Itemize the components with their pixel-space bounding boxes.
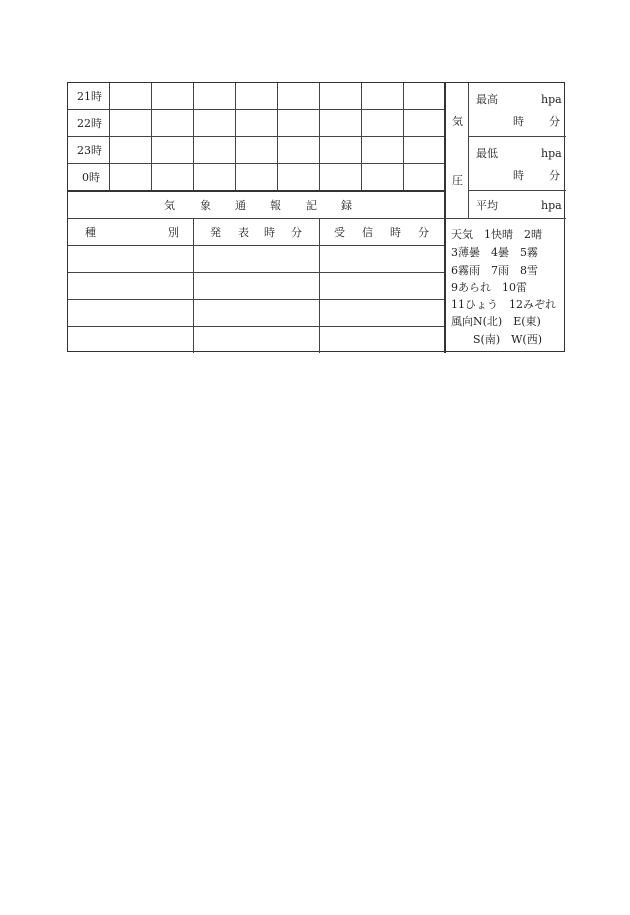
pressure-max-label: 最高 <box>476 93 498 106</box>
header-issued-3: 時 <box>264 226 275 239</box>
record-title-char: 録 <box>341 199 352 212</box>
record-title-char: 象 <box>200 199 211 212</box>
grid-hline-bold <box>68 190 445 192</box>
header-type-1: 種 <box>85 226 96 239</box>
grid-vline <box>193 218 194 353</box>
grid-hline <box>68 218 445 219</box>
pressure-side-bottom: 圧 <box>452 174 463 187</box>
grid-vline <box>361 83 362 191</box>
legend-line-wind: S(南) W(西) <box>473 333 543 346</box>
grid-hline <box>68 245 445 246</box>
grid-vline <box>319 218 320 353</box>
pressure-hline <box>445 218 566 219</box>
grid-vline <box>403 83 404 191</box>
record-title-char: 記 <box>306 199 317 212</box>
pressure-side-divider <box>468 83 469 218</box>
grid-vline <box>193 83 194 191</box>
legend-line-weather: 天気 1快晴 2晴 <box>451 228 542 241</box>
grid-hline <box>68 109 445 110</box>
hour-label-22: 22時 <box>77 117 102 130</box>
header-type-2: 別 <box>168 226 179 239</box>
header-issued-1: 発 <box>210 226 221 239</box>
grid-hline <box>68 299 445 300</box>
record-title-char: 気 <box>164 199 175 212</box>
pressure-min-unit: hpa <box>541 147 562 160</box>
weather-record-form <box>67 82 565 352</box>
pressure-max-hour: 時 <box>513 115 524 128</box>
pressure-hline <box>468 136 566 137</box>
pressure-hline <box>468 190 566 191</box>
pressure-avg-label: 平均 <box>476 199 498 212</box>
legend-line-wind: 風向N(北) E(東) <box>451 315 541 328</box>
pressure-max-unit: hpa <box>541 93 562 106</box>
pressure-min-label: 最低 <box>476 147 498 160</box>
header-issued-4: 分 <box>291 226 302 239</box>
hour-label-21: 21時 <box>77 90 102 103</box>
header-received-1: 受 <box>334 226 345 239</box>
pressure-max-minute: 分 <box>549 115 560 128</box>
grid-vline <box>151 83 152 191</box>
header-received-2: 信 <box>362 226 373 239</box>
hour-label-0: 0時 <box>82 171 100 184</box>
grid-hline <box>68 326 445 327</box>
grid-vline <box>109 83 110 191</box>
grid-hline <box>68 136 445 137</box>
grid-vline <box>277 83 278 191</box>
grid-hline <box>68 272 445 273</box>
header-issued-2: 表 <box>238 226 249 239</box>
pressure-side-top: 気 <box>452 115 463 128</box>
legend-line: 9あられ 10雷 <box>451 281 527 294</box>
legend-line: 11ひょう 12みぞれ <box>451 298 556 311</box>
legend-line: 6霧雨 7雨 8雪 <box>451 264 538 277</box>
hour-label-23: 23時 <box>77 144 102 157</box>
pressure-min-hour: 時 <box>513 169 524 182</box>
header-received-3: 時 <box>390 226 401 239</box>
pressure-min-minute: 分 <box>549 169 560 182</box>
pressure-avg-unit: hpa <box>541 199 562 212</box>
header-received-4: 分 <box>418 226 429 239</box>
record-title-char: 通 <box>235 199 246 212</box>
grid-hline <box>68 163 445 164</box>
record-title-char: 報 <box>270 199 281 212</box>
grid-vline <box>235 83 236 191</box>
grid-vline <box>319 83 320 191</box>
legend-line: 3薄曇 4曇 5霧 <box>451 246 538 259</box>
